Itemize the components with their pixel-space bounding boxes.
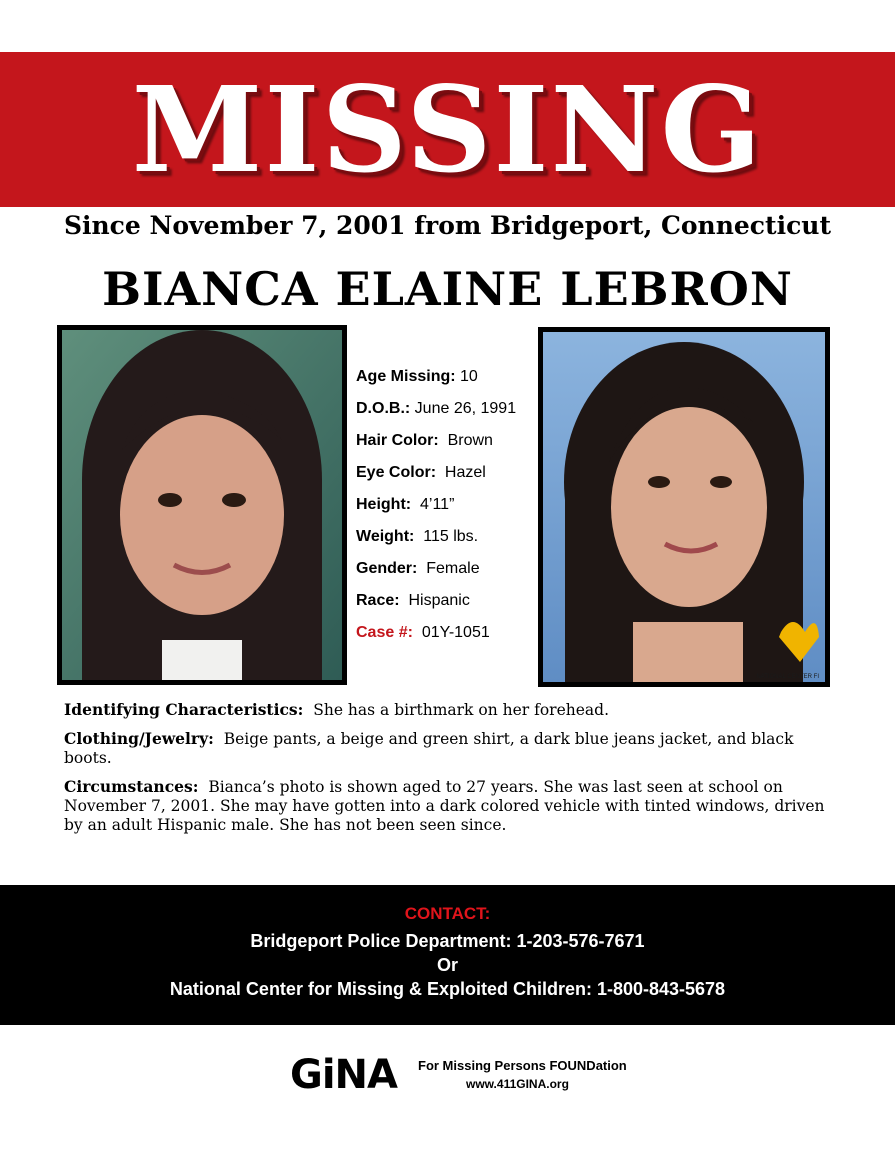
identifying-characteristics	[64, 700, 834, 720]
fact-label: Gender:	[356, 560, 418, 577]
fact-label: Race:	[356, 592, 400, 609]
detail-text: Beige pants, a beige and green shirt, a dark blue jeans jacket, and black boots.	[64, 730, 794, 767]
fact-value: 10	[460, 368, 478, 385]
fact-label: D.O.B.:	[356, 400, 411, 417]
age-progressed-photo	[538, 327, 830, 687]
details-section	[64, 700, 834, 844]
footer	[290, 1050, 650, 1100]
contact-or: Or	[436, 955, 458, 975]
fact-value: 4’11”	[420, 496, 455, 513]
person-name: BIANCA ELAINE LEBRON	[102, 262, 793, 316]
detail-label: Circumstances:	[64, 777, 199, 796]
fact-value: 115 lbs.	[423, 528, 479, 545]
detail-text: She has a birthmark on her forehead.	[313, 701, 610, 719]
circumstances	[64, 777, 834, 835]
fact-value: Hazel	[444, 464, 486, 481]
fact-label: Eye Color:	[356, 464, 437, 481]
fact-label: Weight:	[356, 528, 415, 545]
fact-dob	[356, 398, 536, 430]
fact-value: 01Y-1051	[421, 624, 490, 641]
fact-label: Height:	[356, 496, 412, 513]
gina-url[interactable]: www.411GINA.org	[466, 1077, 569, 1091]
contact-panel	[0, 885, 895, 1025]
fact-value: Hispanic	[408, 592, 470, 609]
missing-title: MISSING	[131, 59, 764, 199]
detail-text: Bianca’s photo is shown aged to 27 years. She was last seen at school on November 7, 2001. She may have gotten into a dark colored vehicle with tinted windows, driven by an adult Hispanic male. She has not been seen since.	[64, 778, 825, 834]
contact-ncmec-line: National Center for Missing & Exploited Children: 1-800-843-5678	[169, 979, 726, 999]
detail-label: Identifying Characteristics:	[64, 700, 304, 719]
detail-label: Clothing/Jewelry:	[64, 729, 214, 748]
fact-hair-color	[356, 430, 536, 462]
age-progressed-photo-image	[543, 332, 825, 682]
fact-weight	[356, 526, 536, 558]
childhood-photo	[57, 325, 347, 685]
photo-caption: NATIONAL CENTER FI	[756, 674, 819, 680]
contact-police-line: Bridgeport Police Department: 1-203-576-7671	[250, 931, 645, 951]
missing-banner	[0, 52, 895, 207]
gina-tagline: For Missing Persons FOUNDation	[418, 1058, 627, 1073]
fact-gender	[356, 558, 536, 590]
fact-value: June 26, 1991	[414, 400, 517, 417]
fact-case-number	[356, 622, 536, 654]
childhood-photo-image	[62, 330, 342, 680]
gina-logo: GiNA	[290, 1052, 397, 1098]
fact-label: Hair Color:	[356, 432, 439, 449]
fact-label: Case #:	[356, 624, 413, 641]
fact-eye-color	[356, 462, 536, 494]
fact-label: Age Missing:	[356, 368, 456, 385]
facts-list	[356, 366, 536, 654]
fact-height	[356, 494, 536, 526]
fact-race	[356, 590, 536, 622]
fact-age-missing	[356, 366, 536, 398]
missing-since-line: Since November 7, 2001 from Bridgeport, Connecticut	[63, 211, 832, 240]
clothing-jewelry	[64, 729, 834, 768]
fact-value: Female	[426, 560, 480, 577]
fact-value: Brown	[447, 432, 493, 449]
contact-title: CONTACT:	[404, 904, 491, 923]
